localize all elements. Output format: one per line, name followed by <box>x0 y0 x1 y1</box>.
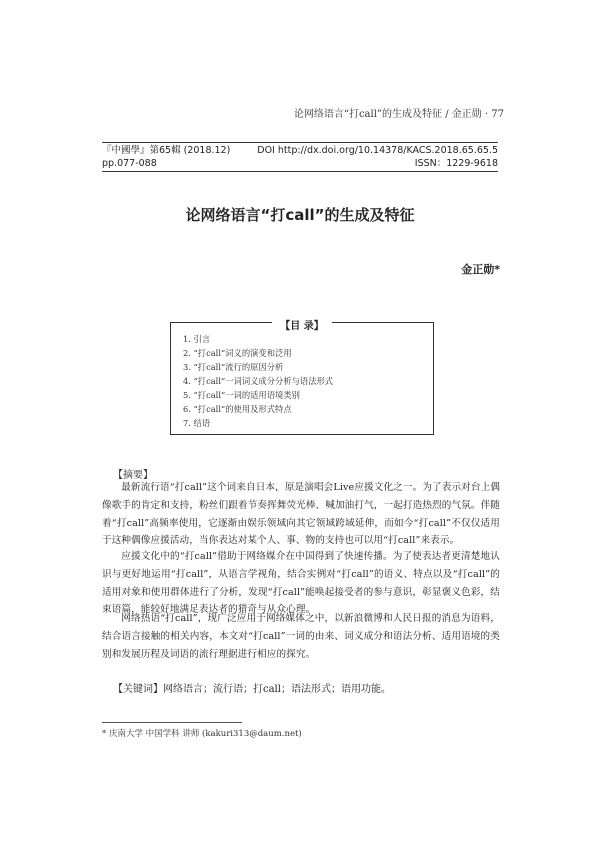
journal-issue: 『中國學』第65輯 (2018.12) <box>102 145 231 156</box>
author-name: 金正勋* <box>461 263 500 276</box>
meta-row-bottom <box>102 157 498 170</box>
toc-item: 4. “打call”一词词义成分分析与语法形式 <box>183 376 334 386</box>
abstract-label: 【摘要】 <box>113 470 153 481</box>
issn: ISSN：1229-9618 <box>414 158 498 169</box>
footnote-divider <box>102 722 242 723</box>
toc-item: 1. 引言 <box>183 334 211 344</box>
author-footnote: * 庆南大学 中国学科 讲师 (kakuri313@daum.net) <box>102 729 302 739</box>
running-head: 论网络语言“打call”的生成及特征 / 金正勋 · 77 <box>293 109 504 120</box>
toc-list <box>171 323 433 430</box>
toc-heading-wrap <box>171 314 433 333</box>
toc-item: 7. 结语 <box>183 418 211 428</box>
toc-item: 3. “打call”流行的原因分析 <box>183 362 284 372</box>
toc-heading: 【目 录】 <box>272 321 331 332</box>
paper-title: 论网络语言“打call”的生成及特征 <box>185 206 415 224</box>
abstract-paragraph: 最新流行语“打call”这个词来自日本，原是演唱会Live应援文化之一。为了表示对台上偶像歌手的肯定和支持，粉丝们跟着节奏挥舞荧光棒、喊加油打气，一起打造热烈的气氛。伴随着“打call”高频率使用，它逐渐由娱乐领域向其它领域跨域延伸，而如今“打call”不仅仅适用于这种偶像应援活动，当你表达对某个人、事、物的支持也可以用“打call”来表示。 <box>102 482 500 547</box>
doi-link[interactable]: DOI http://dx.doi.org/10.14378/KACS.2018.65.65.5 <box>257 145 498 156</box>
journal-meta-box <box>102 142 498 172</box>
meta-row-top <box>102 144 498 157</box>
table-of-contents <box>170 322 434 435</box>
abstract-paragraph: 应援文化中的“打call”借助于网络媒介在中国得到了快速传播。为了使表达者更清楚地认识与更好地运用“打call”，从语言学视角，结合实例对“打call”的语义、特点以及“打call”的适用对象和使用群体进行了分析，发现“打call”能唤起接受者的参与意识，彰显褒义色彩，结束语篇，能较好地满足表达者的猎奇与从众心理。 <box>102 551 500 616</box>
toc-item: 2. “打call”词义的演变和泛用 <box>183 348 292 358</box>
toc-item: 5. “打call”一词的适用语境类别 <box>183 390 300 400</box>
abstract-paragraph: 网络热语“打call”，现广泛应用于网络媒体之中，以新浪微博和人民日报的消息为语料，结合语言接触的相关内容，本文对“打call”一词的由来、词义成分和语法分析、适用语境的类别和发展历程及词语的流行理据进行相应的探究。 <box>102 613 500 660</box>
toc-item: 6. “打call”的使用及形式特点 <box>183 404 292 414</box>
keywords: 【关键词】网络语言；流行语；打call；语法形式；语用功能。 <box>113 684 391 695</box>
page-range: pp.077-088 <box>102 158 157 169</box>
